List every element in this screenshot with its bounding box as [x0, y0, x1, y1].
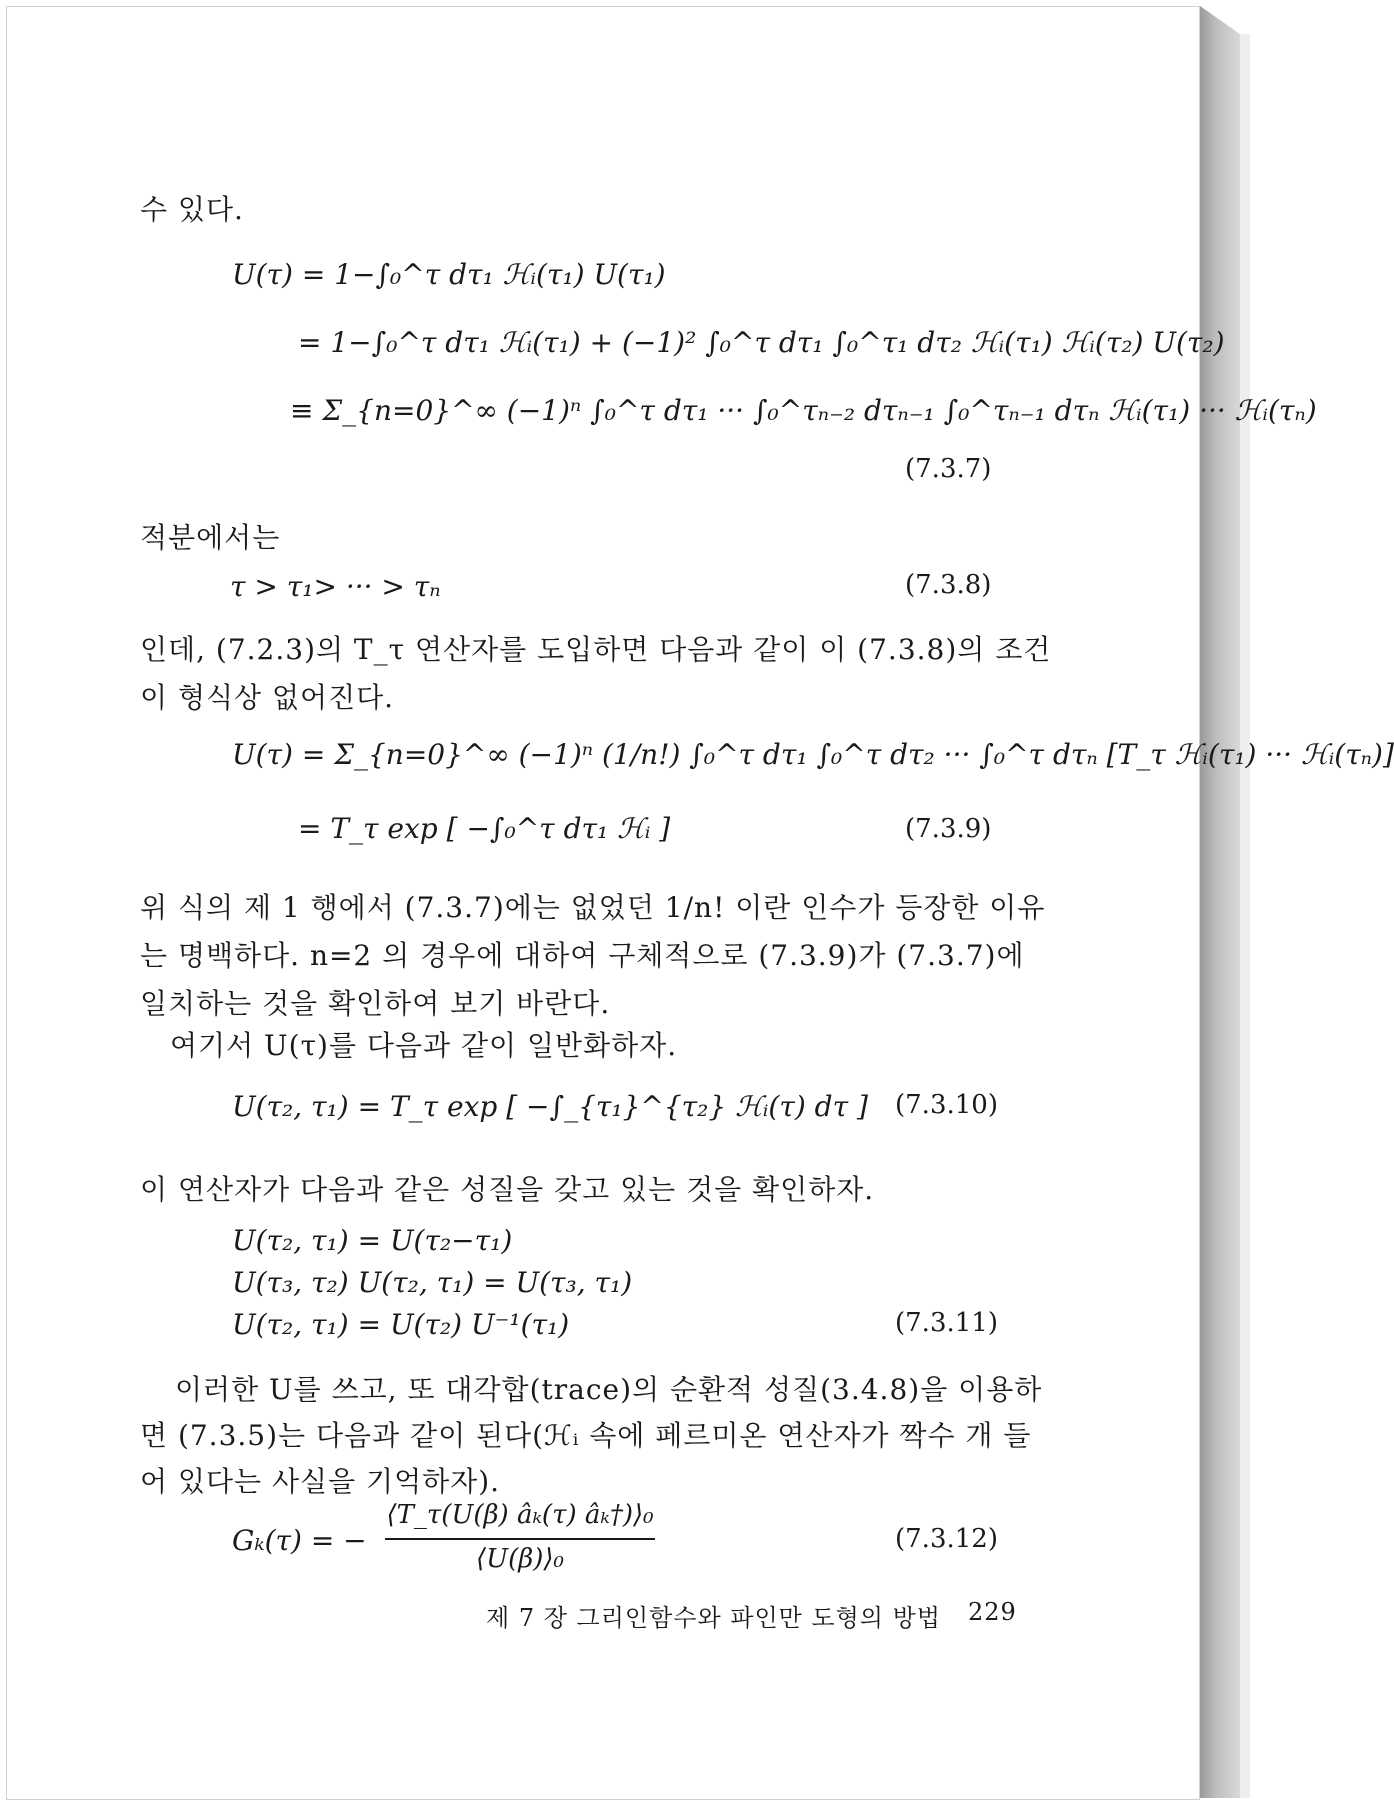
- equation-7-3-8: τ > τ₁> ··· > τₙ: [230, 570, 441, 603]
- equation-7-3-9-line-1: U(τ) = Σ_{n=0}^∞ (−1)ⁿ (1/n!) ∫₀^τ dτ₁ ∫₀^τ dτ₂ ··· ∫₀^τ dτₙ [T_τ ℋᵢ(τ₁) ··· ℋᵢ(τₙ)]: [232, 738, 1394, 771]
- paragraph-time-ordering-line-1: 인데, (7.2.3)의 T_τ 연산자를 도입하면 다음과 같이 이 (7.3.8)의 조건: [140, 633, 1052, 666]
- equation-number-7-3-10: (7.3.10): [895, 1090, 998, 1120]
- paragraph-time-ordering-line-2: 이 형식상 없어진다.: [140, 681, 395, 714]
- page-edge: [1200, 6, 1240, 1798]
- equation-7-3-11-line-3: U(τ₂, τ₁) = U(τ₂) U⁻¹(τ₁): [232, 1308, 570, 1341]
- equation-7-3-7-line-3: ≡ Σ_{n=0}^∞ (−1)ⁿ ∫₀^τ dτ₁ ··· ∫₀^τₙ₋₂ dτₙ₋₁ ∫₀^τₙ₋₁ dτₙ ℋᵢ(τ₁) ··· ℋᵢ(τₙ): [290, 394, 1317, 427]
- equation-number-7-3-11: (7.3.11): [895, 1308, 998, 1338]
- equation-7-3-12-numerator: ⟨T_τ(U(β) âₖ(τ) âₖ†)⟩₀: [386, 1500, 654, 1530]
- equation-number-7-3-12: (7.3.12): [895, 1524, 998, 1554]
- page-number: 229: [968, 1598, 1017, 1626]
- paragraph-factor-line-3: 일치하는 것을 확인하여 보기 바란다.: [140, 987, 611, 1020]
- paragraph-trace-line-3: 어 있다는 사실을 기억하자).: [140, 1465, 501, 1498]
- equation-number-7-3-7: (7.3.7): [905, 454, 992, 484]
- equation-7-3-7-line-2: = 1−∫₀^τ dτ₁ ℋᵢ(τ₁) + (−1)² ∫₀^τ dτ₁ ∫₀^τ₁ dτ₂ ℋᵢ(τ₁) ℋᵢ(τ₂) U(τ₂): [298, 326, 1225, 359]
- equation-7-3-12-denominator: ⟨U(β)⟩₀: [476, 1544, 564, 1574]
- paragraph-integral: 적분에서는: [140, 521, 281, 554]
- paragraph-generalize: 여기서 U(τ)를 다음과 같이 일반화하자.: [170, 1029, 678, 1062]
- equation-7-3-7-line-1: U(τ) = 1−∫₀^τ dτ₁ ℋᵢ(τ₁) U(τ₁): [232, 258, 666, 291]
- equation-7-3-12-lhs: Gₖ(τ) = −: [232, 1524, 367, 1557]
- equation-7-3-10: U(τ₂, τ₁) = T_τ exp [ −∫_{τ₁}^{τ₂} ℋᵢ(τ) dτ ]: [232, 1090, 868, 1123]
- page-edge-shadow: [1240, 34, 1250, 1798]
- paragraph-trace-line-2: 면 (7.3.5)는 다음과 같이 된다(ℋᵢ 속에 페르미온 연산자가 짝수 개 들: [140, 1419, 1032, 1452]
- equation-7-3-11-line-1: U(τ₂, τ₁) = U(τ₂−τ₁): [232, 1224, 513, 1257]
- paragraph-factor-line-1: 위 식의 제 1 행에서 (7.3.7)에는 없었던 1/n! 이란 인수가 등장한 이유: [140, 891, 1046, 924]
- intro-text: 수 있다.: [140, 193, 244, 226]
- fraction-bar: [385, 1538, 655, 1540]
- paragraph-trace-line-1: 이러한 U를 쓰고, 또 대각합(trace)의 순환적 성질(3.4.8)을 이용하: [175, 1373, 1043, 1406]
- paragraph-factor-line-2: 는 명백하다. n=2 의 경우에 대하여 구체적으로 (7.3.9)가 (7.3.7)에: [140, 939, 1025, 972]
- equation-7-3-9-line-2: = T_τ exp [ −∫₀^τ dτ₁ ℋᵢ ]: [298, 812, 671, 845]
- equation-7-3-11-line-2: U(τ₃, τ₂) U(τ₂, τ₁) = U(τ₃, τ₁): [232, 1266, 633, 1299]
- paragraph-properties: 이 연산자가 다음과 같은 성질을 갖고 있는 것을 확인하자.: [140, 1173, 875, 1206]
- equation-number-7-3-9: (7.3.9): [905, 814, 992, 844]
- running-footer-chapter: 제 7 장 그리인함수와 파인만 도형의 방법: [486, 1604, 941, 1632]
- equation-number-7-3-8: (7.3.8): [905, 570, 992, 600]
